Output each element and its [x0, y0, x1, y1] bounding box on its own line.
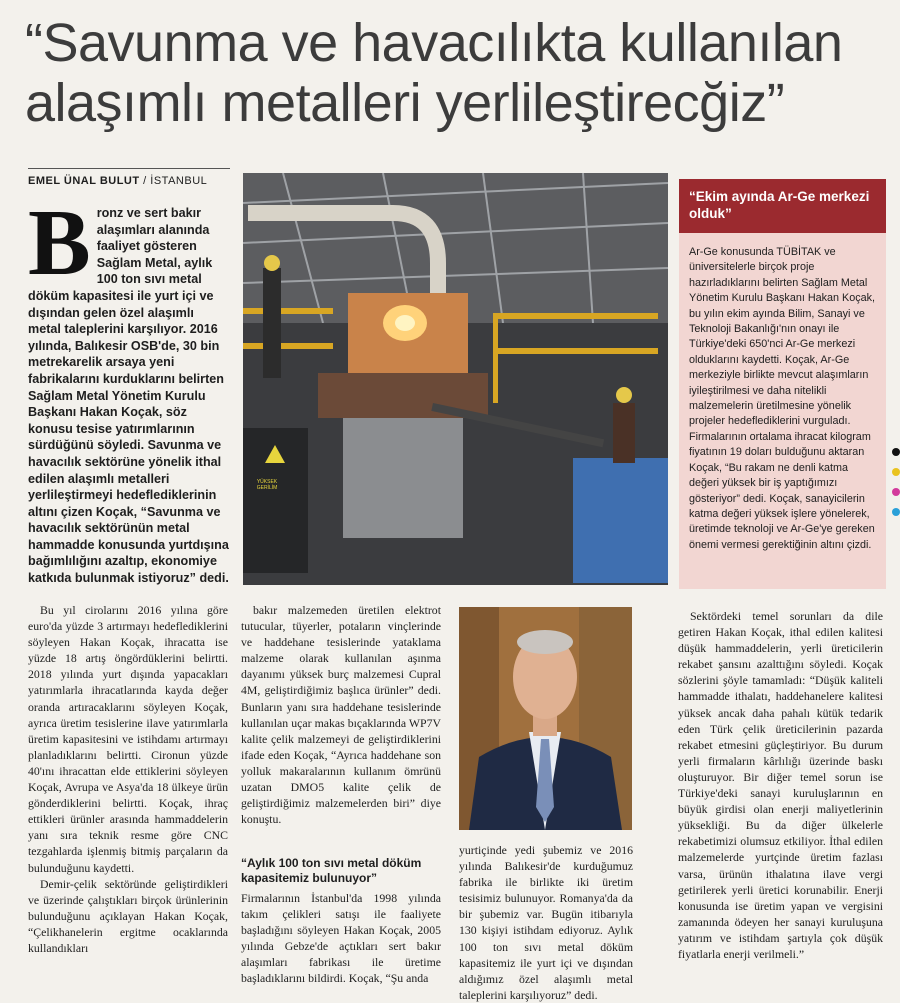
- col2-paragraph-2: Firmalarının İstanbul'da 1998 yılında takım çelikleri satışı ile faaliyete başladığını söyleyen Hakan Koçak, 2005 yılında Gebze'de açtıkları sert bakır alaşımları fabrikası ile üretime başladıklarını bildirdi. Koçak, “Şu anda: [241, 891, 441, 986]
- sidebar-heading: “Ekim ayında Ar-Ge merkezi olduk”: [679, 179, 886, 233]
- col1-paragraph-1: Bu yıl cirolarını 2016 yılına göre euro'da yüzde 3 artırmayı hedeflediklerini söyleyen Hakan Koçak, ihracatta ise yüzde 18 artış öngördüklerini belirtti. 2018 yılında yurt dışında yapacakları yatırımlarla ihracatlarında kayda değer oranda artıracaklarını söyleyen Koçak, ayrıca üretim tesislerine ilave yatırımlarla üretim kapasitesini ve istihdamı artırmayı planladıklarını belirtti. Cironun yüzde 40'ını ihracattan elde ettiklerini söyleyen Koçak, Avrupa ve Asya'da 18 ülkeye ürün gönderdiklerini belirtti. Koçak, ihraç ettikleri ürünler arasında hammaddelerin yanı sıra teknik resme göre CNC tezgahlarda işlenmiş bitmiş parçaların da bulunduğunu kaydetti.: [28, 603, 228, 875]
- headline-line-2: alaşımlı metalleri yerlileştirecğiz”: [25, 73, 785, 133]
- warning-sign-text: YÜKSEK GERİLİM: [256, 479, 278, 491]
- foundry-illustration: [243, 173, 668, 585]
- portrait-illustration: [459, 607, 632, 830]
- lead-text: ronz ve sert bakır alaşımları alanında faaliyet gösteren Sağlam Metal, aylık 100 ton sıvı metal döküm kapasitesi ile yurt içi ve dışından gelen özel alaşımlı metal taleplerini karşılıyor. 2016 yılında, Balıkesir OSB'de, 30 bin metrekarelik arsaya yeni fabrikalarını kurduklarını belirten Sağlam Metal Yönetim Kurulu Başkanı Hakan Koçak, söz konusu tesise yatırımlarının sürdüğünü söyledi. Savunma ve havacılık sektörüne yönelik ithal edilen alaşımlı metalleri yerlileştirmeyi hedeflediklerinin altını çizen Koçak, “Savunma ve havacılık sektörünün metal hammadde konusunda yurtdışına bağımlılığını azaltıp, ekonomiye katkıda bulunmak istiyoruz” dedi.: [28, 206, 229, 586]
- column-2: [241, 602, 441, 827]
- portrait-photo: [459, 607, 632, 830]
- author-name: EMEL ÜNAL BULUT: [28, 175, 140, 187]
- headline-line-1: “Savunma ve havacılıkta kullanılan: [25, 13, 843, 73]
- print-registration-marks: [892, 448, 900, 528]
- col4-paragraph-1: Sektördeki temel sorunları da dile getiren Hakan Koçak, ithal edilen kalitesi düşük hammaddelerin, yerli üreticilerin rekabet şansını azalttığını söyledi. Koçak sözlerini şöyle tamamladı: “Düşük kaliteli hammadde ithalatı, haddehanelere kalitesi yüksek ancak daha pahalı kütük tedarik eden Türk çelik üreticilerinin pazarda rekabet etmesini güçleştiriyor. Bu durum yerli firmaların kârlılığı üzerinde baskı oluşturuyor. Bir diğer temel sorun ise Türkiye'deki sanayi kuruluşlarının en büyük girdisi olan enerji maliyetlerinin yüksekliği. Bu da diğer ülkelerle rekabetimizi olumsuz etkiliyor. İthal edilen malzemelerde yurtçinde üretim fazlası varsa, ürünün ithalatına ilave vergi getirilerek yerli üretici korunabilir. Enerji konusunda ise üretim yapan ve vergisini zamanında ödeyen her sanayi kuruluşuna yatırım ve istihdam şartıyla çok düşük fiyatlarla enerji verilmeli.”: [678, 609, 883, 961]
- column-2-cont: [241, 890, 441, 987]
- col1-paragraph-2: Demir-çelik sektöründe geliştirdikleri ve üzerinde çalıştıkları birçok ürünlerinin bulunduğunu açıklayan Hakan Koçak, “Çelikhanelerin ergitme ocaklarında kullandıkları: [28, 876, 228, 955]
- lead-paragraph: [28, 191, 230, 587]
- byline-rule: [28, 168, 230, 169]
- sidebar-body: Ar-Ge konusunda TÜBİTAK ve üniversitelerle birçok proje hazırladıklarını belirten Sağlam Metal Yönetim Kurulu Başkanı Hakan Koçak, bu yılın ekim ayında Bilim, Sanayi ve Teknoloji Bakanlığı'nın onayı ile Türkiye'deki 650'nci Ar-Ge merkezi olduklarını kaydetti. Koçak, Ar-Ge merkeziyle birlikte mevcut alaşımların iyileştirilmesi ve daha nitelikli malzemelerin üretilmesine yönelik projeler hedeflediklerini vurguladı. Firmalarının ortalama ihracat kilogram fiyatının 19 doları bulduğunu aktaran Koçak, “Bu rakam ne denli katma değeri yüksek bir iş yaptığımızı gösteriyor” dedi. Koçak, sanayicilerin katma değeri yüksek işlere yönelerek, üretimde teknoloji ve Ar-Ge'ye gereken önemi vermesi gerektiğinin altını çizdi.: [689, 246, 876, 551]
- column-4: [678, 608, 883, 962]
- col2-paragraph-1: bakır malzemeden üretilen elektrot tutucular, tüyerler, potaların vinçlerinde ve haddehane tesislerinde yataklama malzeme olarak kullanılan aşınma dayanımı yüksek burç malzemesi Cupral 4M, geliştirdiğimiz başlıca ürünler” dedi. Bunların yanı sıra haddehane tesislerinde kullanılan uçar makas bıçaklarında WP7V kalite çelik malzemeyi de geliştirdiklerini ifade eden Koçak, “Ayrıca haddehane son yolluk makaralarının kullanım ömrünü uzatan DMO5 kalite çelik de geliştirdiğimiz malzemelerden biri” diye konuştu.: [241, 603, 441, 827]
- foundry-photo: [243, 173, 668, 585]
- drop-cap: B: [28, 191, 91, 295]
- column-3: [459, 842, 633, 1003]
- col3-paragraph-1: yurtiçinde yedi şubemiz ve 2016 yılında Balıkesir'de kurduğumuz fabrika ile birlikte iki üretim tesisimiz bulunuyor. Romanya'da da bir şubemiz var. Bugün itibarıyla 130 kişiyi istihdam ediyoruz. Aylık 100 ton sıvı metal döküm kapasitemiz ile yurt içi ve dışından aldığımız özel alaşımlı metal taleplerini karşılıyoruz” dedi.: [459, 843, 633, 1002]
- byline: EMEL ÜNAL BULUT / İSTANBUL: [28, 175, 208, 187]
- sidebar-box: [679, 179, 886, 589]
- subheading: “Aylık 100 ton sıvı metal döküm kapasitemiz bulunuyor”: [241, 856, 422, 885]
- author-location: İSTANBUL: [150, 175, 208, 187]
- column-1: [28, 602, 228, 956]
